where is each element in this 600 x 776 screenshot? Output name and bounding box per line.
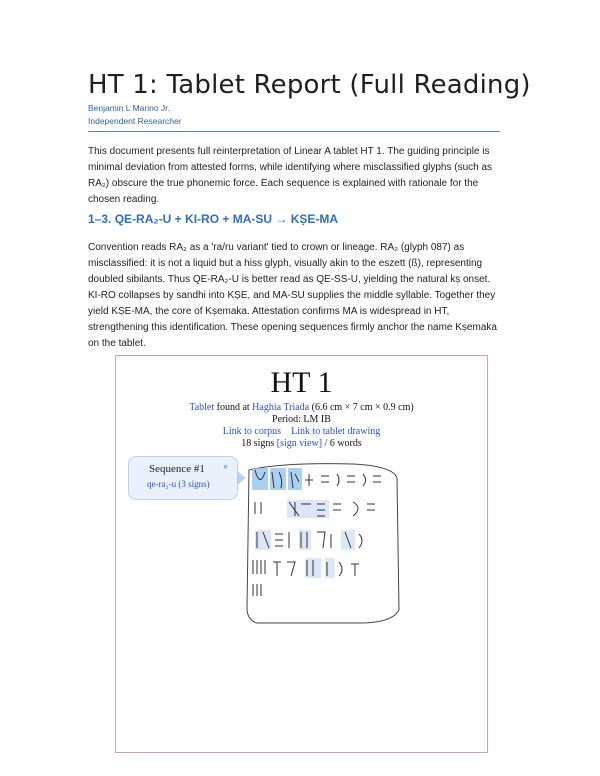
found-at-text: found at [214, 402, 253, 413]
words-count: / 6 words [322, 438, 362, 449]
document-title: HT 1: Tablet Report (Full Reading) [88, 70, 531, 100]
dimensions-text: (6.6 cm × 7 cm × 0.9 cm) [309, 402, 414, 413]
intro-paragraph: This document presents full reinterpretation of Linear A tablet HT 1. The guiding principle is minimal deviation from attested forms, while identifying where misclassified glyphs (such as RA₂) obscure the true phonemic force. Each sequence is explained with rationale for the chosen reading. [88, 146, 493, 205]
section-heading: 1–3. QE-RA₂-U + KI-RO + MA-SU → KṢE-MA [88, 212, 339, 226]
sequence-callout [128, 456, 238, 500]
tablet-drawing [243, 460, 403, 628]
body-paragraph: Convention reads RA₂ as a 'ra/ru variant' tied to crown or lineage. RA₂ (glyph 087) as misclassified: it is not a liquid but a hiss glyph, visually akin to the eszett (ß), representing doubled sibilants. Thus QE-RA₂-U is better read as QE-SS-U, yielding the natural kṣ onset. KI-RO collapses by sandhi into KṢE, and MA-SU supplies the middle syllable. Together they yield KṢE-MA, the core of Kṣemaka. Attestation confirms MA is widespread in HT, strengthening this identification. These opening sequences firmly anchor the name Kṣemaka on the tablet. [88, 242, 497, 349]
place-link[interactable]: Haghia Triada [252, 402, 310, 413]
figure-heading: HT 1 [270, 366, 333, 399]
tablet-figure [115, 355, 488, 753]
sequence-reading-link[interactable]: qe-ra₂-u (3 signs) [147, 479, 210, 489]
author-affiliation: Independent Researcher [88, 116, 182, 126]
corpus-link[interactable]: Link to corpus [222, 426, 282, 437]
signs-count: 18 signs [241, 438, 277, 449]
title-rule [88, 131, 500, 132]
author-block [88, 102, 182, 128]
author-name: Benjamin L Marino Jr. [88, 103, 170, 113]
links-line [116, 426, 487, 437]
figure-meta-line [116, 402, 487, 413]
period-text: Period: LM IB [272, 414, 331, 425]
tablet-link[interactable]: Tablet [189, 402, 215, 413]
sign-view-link[interactable]: [sign view] [276, 438, 323, 449]
sequence-label: Sequence #1 [149, 463, 205, 475]
close-icon[interactable]: × [223, 462, 229, 472]
drawing-link[interactable]: Link to tablet drawing [291, 426, 381, 437]
signs-line [116, 438, 487, 449]
